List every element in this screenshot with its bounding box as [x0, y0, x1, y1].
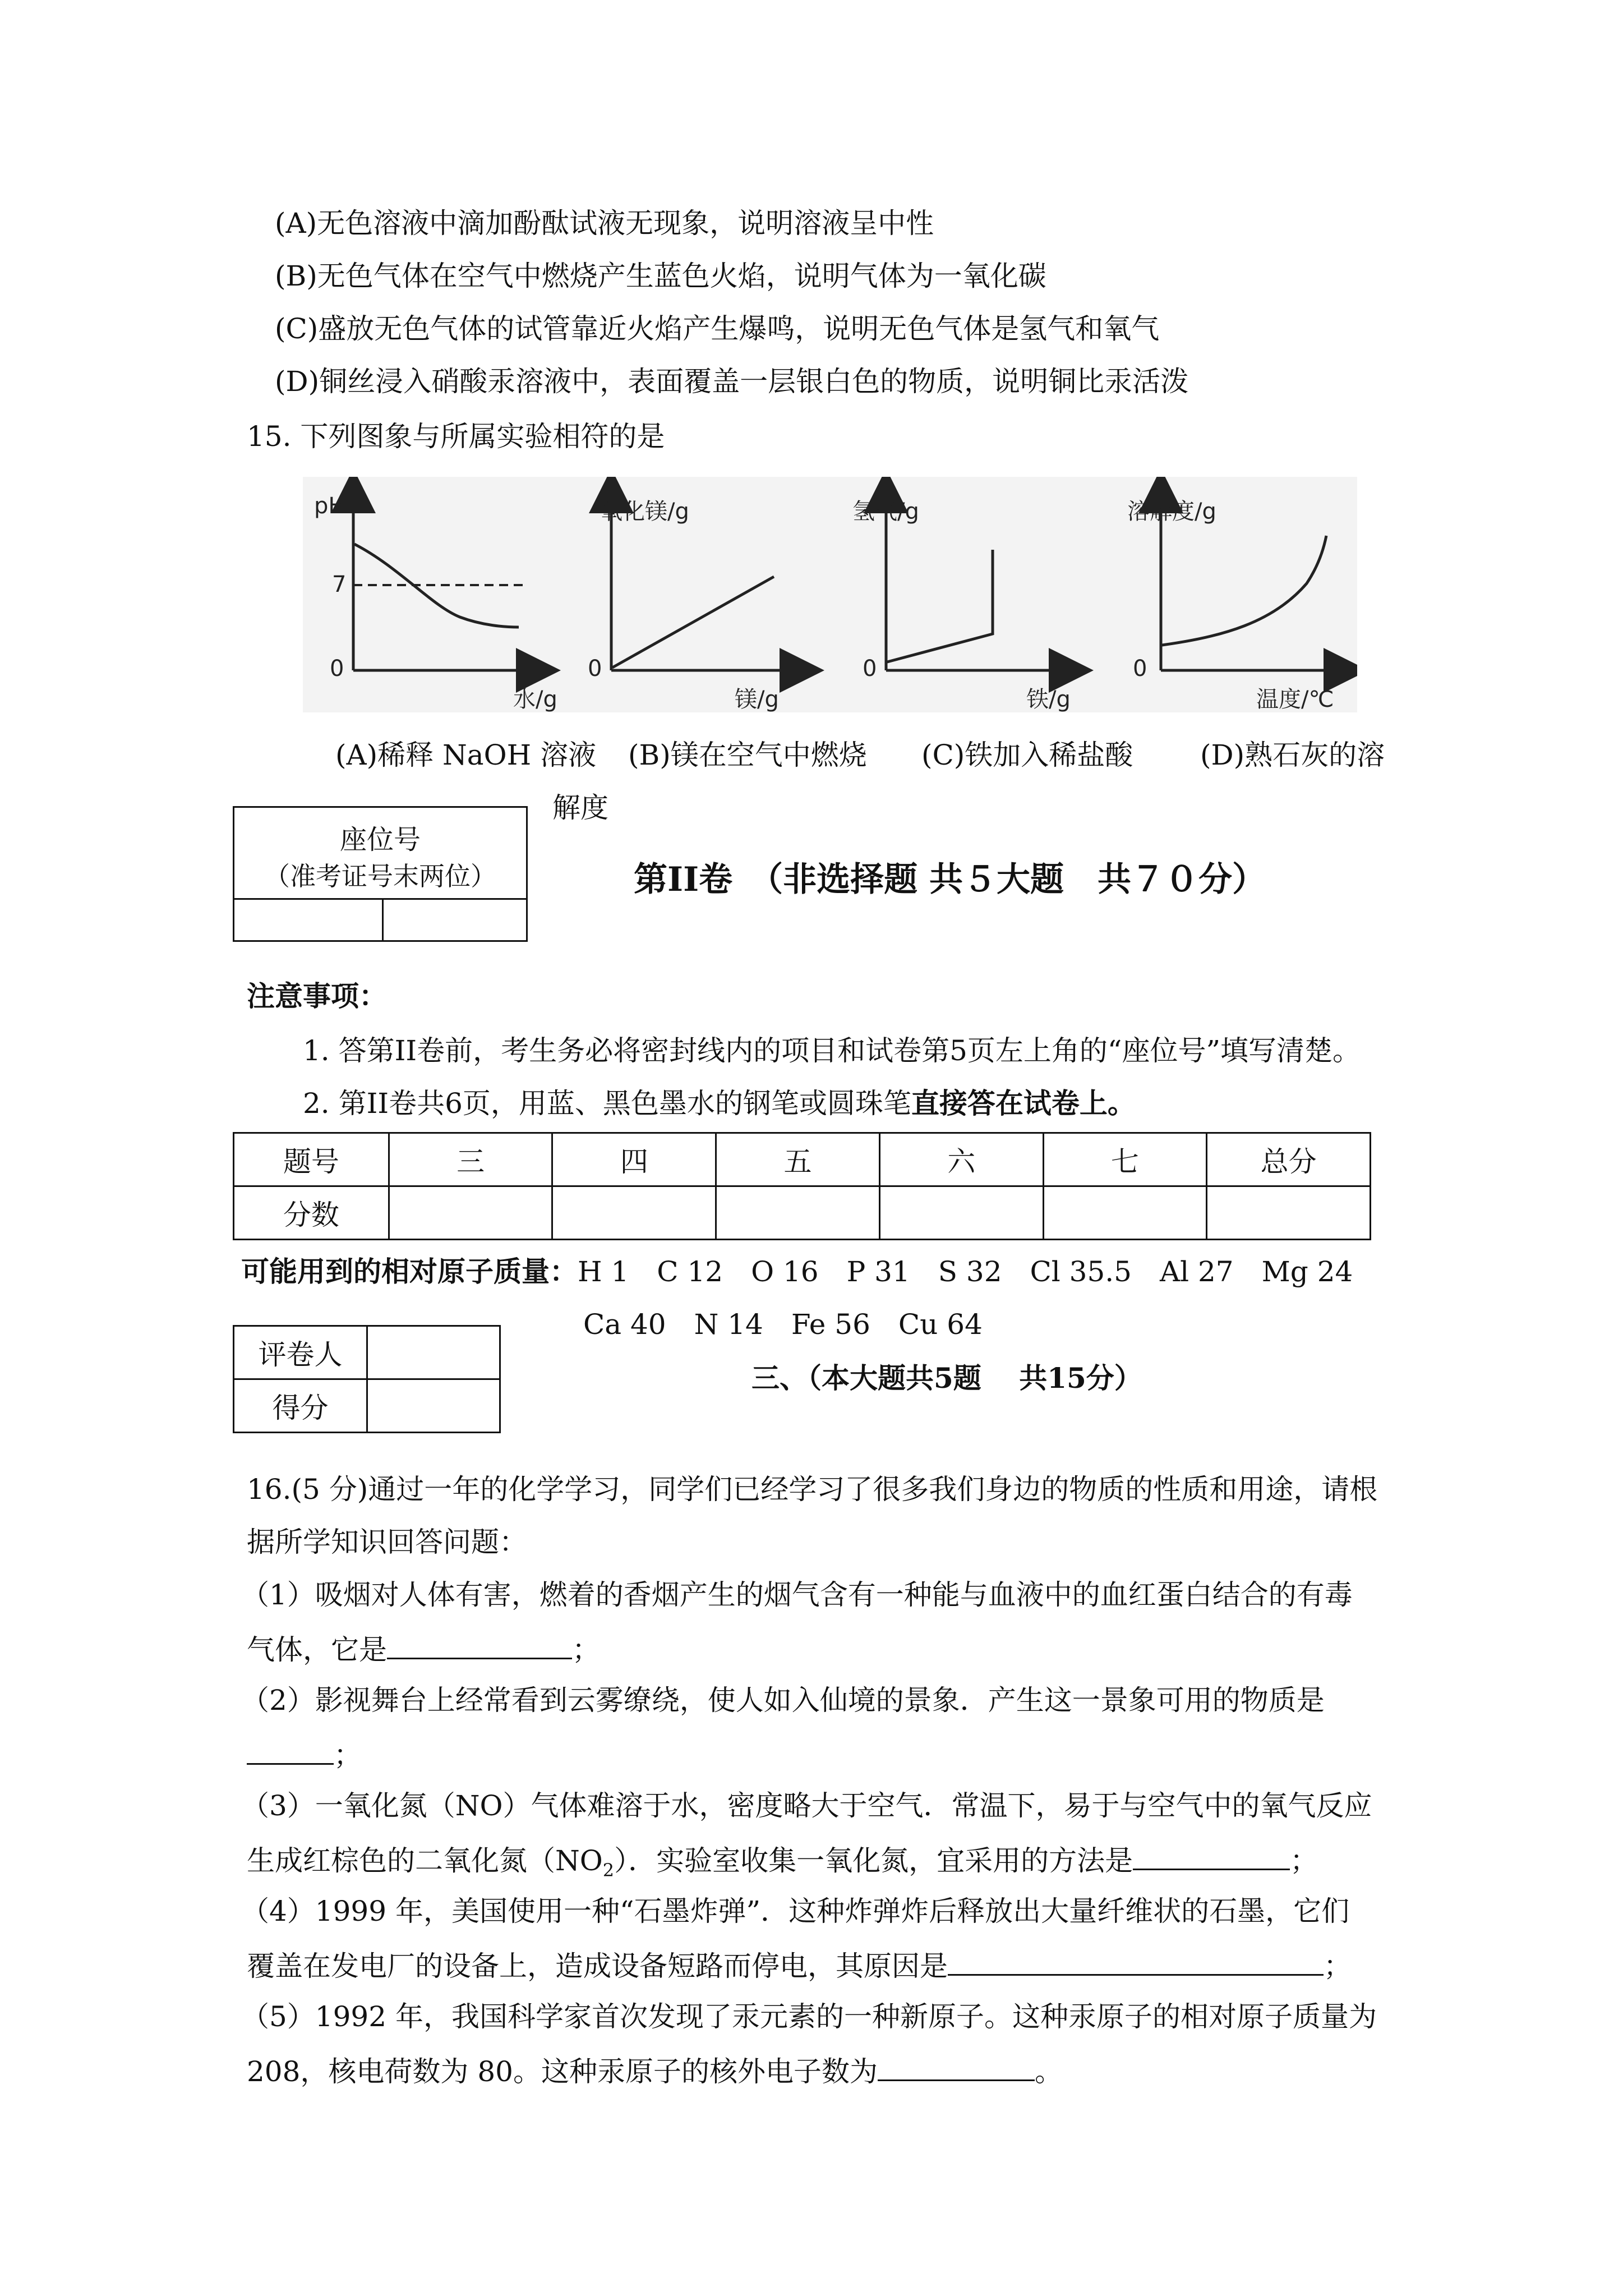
- graph-d: [1127, 491, 1346, 712]
- score-header-cell: 题号: [234, 1133, 389, 1186]
- notes-heading: 注意事项：: [247, 979, 387, 1013]
- graph-b-origin: 0: [588, 656, 602, 682]
- caption-c: (C)铁加入稀盐酸: [921, 739, 1133, 771]
- score-table-row: [234, 1186, 1371, 1240]
- score-header-cell: 七: [1043, 1133, 1207, 1186]
- q16-p4-a: （4）1999 年，美国使用一种“石墨炸弹”．这种炸弹炸后释放出大量纤维状的石墨，它们: [241, 1895, 1350, 1927]
- graph-a-tick: 7: [332, 572, 347, 597]
- notes-item-2-bold: 直接答在试卷上。: [911, 1087, 1136, 1120]
- answer-blank-1[interactable]: [387, 1631, 572, 1659]
- score-cell[interactable]: [716, 1186, 880, 1240]
- grader-score-label: 得分: [234, 1379, 367, 1433]
- graph-d-ylabel: 溶解度/g: [1127, 499, 1216, 524]
- graph-a-curve: [354, 544, 519, 627]
- q16-p5-a: （5）1992 年，我国科学家首次发现了汞元素的一种新原子。这种汞原子的相对原子质量为: [241, 2000, 1377, 2033]
- atomic-mass-line-1: H 1 C 12 O 16 P 31 S 32 Cl 35.5 Al 27 Mg 24: [578, 1255, 1353, 1288]
- grader-score-value[interactable]: [367, 1379, 500, 1433]
- q16-p3-b-end: ；: [1290, 1844, 1318, 1877]
- score-table-header-row: [234, 1133, 1371, 1186]
- graph-c-ylabel: 氢气/g: [852, 499, 919, 524]
- grader-box: [233, 1325, 501, 1433]
- graph-d-curve: [1162, 536, 1326, 645]
- score-cell[interactable]: [552, 1186, 716, 1240]
- graph-b-xlabel: 镁/g: [735, 687, 779, 712]
- score-cell[interactable]: [879, 1186, 1043, 1240]
- notes-item-1: 1. 答第II卷前，考生务必将密封线内的项目和试卷第5页左上角的“座位号”填写清楚。: [303, 1034, 1361, 1067]
- answer-blank-4[interactable]: [948, 1947, 1324, 1976]
- q16-p5-b-text: 208，核电荷数为 80。这种汞原子的核外电子数为: [247, 2055, 878, 2088]
- graph-c-curve: [887, 550, 993, 662]
- q16-p3-b-text-2: ）．实验室收集一氧化氮，宜采用的方法是: [614, 1844, 1133, 1877]
- part2-title: 第II卷 （非选择题 共５大题 共７０分）: [634, 860, 1266, 899]
- graph-b: [588, 491, 802, 712]
- seat-number-label: 座位号: [339, 824, 421, 855]
- no2-subscript: 2: [602, 1860, 615, 1881]
- graph-a-xlabel: 水/g: [513, 687, 557, 712]
- score-header-cell: 五: [716, 1133, 880, 1186]
- graph-c-origin: 0: [863, 656, 877, 682]
- seat-digit-1[interactable]: [234, 900, 380, 940]
- q16-p1-a: （1）吸烟对人体有害，燃着的香烟产生的烟气含有一种能与血液中的血红蛋白结合的有毒: [241, 1579, 1353, 1611]
- q16-p2-a: （2）影视舞台上经常看到云雾缭绕，使人如入仙境的景象．产生这一景象可用的物质是: [241, 1684, 1325, 1717]
- answer-blank-3[interactable]: [1133, 1842, 1290, 1870]
- q16-p4-b-text: 覆盖在发电厂的设备上，造成设备短路而停电，其原因是: [247, 1950, 948, 1982]
- grader-label: 评卷人: [234, 1326, 367, 1379]
- score-row: [234, 1379, 500, 1433]
- atomic-mass-line-2: Ca 40 N 14 Fe 56 Cu 64: [583, 1308, 983, 1341]
- q16-p4-b: [247, 1947, 1352, 1983]
- section-3-title: 三、（本大题共5题 共15分）: [751, 1361, 1142, 1395]
- notes-item-2-text: 2. 第II卷共6页，用蓝、黑色墨水的钢笔或圆珠笔: [303, 1087, 911, 1120]
- score-header-cell: 总分: [1207, 1133, 1371, 1186]
- q16-p3-a: （3）一氧化氮（NO）气体难溶于水，密度略大于空气．常温下，易于与空气中的氧气反应: [241, 1789, 1372, 1822]
- grader-value[interactable]: [367, 1326, 500, 1379]
- q16-p5-b: [247, 2053, 1063, 2088]
- score-header-cell: 四: [552, 1133, 716, 1186]
- score-header-cell: 六: [879, 1133, 1043, 1186]
- graph-d-xlabel: 温度/℃: [1256, 687, 1334, 712]
- q16-intro-2: 据所学知识回答问题：: [247, 1526, 527, 1558]
- atomic-mass: [241, 1255, 1353, 1289]
- answer-blank-2[interactable]: [247, 1736, 334, 1765]
- q16-intro-1: 16.(5 分)通过一年的化学学习，同学们已经学习了很多我们身边的物质的性质和用途，请根: [247, 1473, 1378, 1506]
- seat-number-box: [233, 806, 528, 942]
- q16-p3-b-text: 生成红棕色的二氧化氮（NO: [247, 1844, 603, 1877]
- graph-c: [852, 491, 1071, 712]
- q16-p3-b: [247, 1842, 1318, 1887]
- score-row-label: 分数: [234, 1186, 389, 1240]
- score-header-cell: 三: [389, 1133, 552, 1186]
- grader-row: [234, 1326, 500, 1379]
- notes-item-2: [303, 1087, 1136, 1120]
- seat-number-sub: （准考证号末两位）: [264, 861, 496, 891]
- option-b: (B)无色气体在空气中燃烧产生蓝色火焰，说明气体为一氧化碳: [275, 260, 1046, 292]
- seat-digit-2[interactable]: [384, 900, 526, 940]
- q16-p1-b-text: 气体，它是: [247, 1634, 387, 1666]
- q16-p5-b-end: 。: [1034, 2055, 1063, 2088]
- score-cell[interactable]: [389, 1186, 552, 1240]
- question-15: 15. 下列图象与所属实验相符的是: [247, 420, 665, 453]
- graph-b-ylabel: 氧化镁/g: [600, 499, 689, 524]
- score-cell[interactable]: [1043, 1186, 1207, 1240]
- graph-c-xlabel: 铁/g: [1026, 687, 1071, 712]
- q16-p1-b-end: ；: [572, 1634, 600, 1666]
- atomic-mass-label: 可能用到的相对原子质量：: [241, 1255, 578, 1288]
- graphs-svg: [303, 477, 1357, 712]
- graph-b-line: [612, 577, 774, 668]
- graph-d-origin: 0: [1133, 656, 1147, 682]
- caption-d: (D)熟石灰的溶: [1200, 739, 1385, 771]
- q16-p1-b: [247, 1631, 600, 1667]
- graph-a-ylabel: pH: [314, 493, 345, 519]
- graph-a-origin: 0: [330, 656, 344, 682]
- score-table: [233, 1132, 1371, 1240]
- option-a: (A)无色溶液中滴加酚酞试液无现象，说明溶液呈中性: [275, 207, 934, 240]
- option-d: (D)铜丝浸入硝酸汞溶液中，表面覆盖一层银白色的物质，说明铜比汞活泼: [275, 365, 1189, 398]
- q16-p4-b-end: ；: [1324, 1950, 1352, 1982]
- graph-strip: [303, 477, 1357, 712]
- option-c: (C)盛放无色气体的试管靠近火焰产生爆鸣，说明无色气体是氢气和氧气: [275, 312, 1160, 345]
- answer-blank-5[interactable]: [878, 2053, 1035, 2081]
- score-cell[interactable]: [1207, 1186, 1371, 1240]
- q16-p2-b: [247, 1736, 362, 1772]
- caption-d-wrap: 解度: [552, 792, 608, 824]
- caption-b: (B)镁在空气中燃烧: [628, 739, 867, 771]
- q16-p2-b-end: ；: [334, 1739, 362, 1772]
- caption-a: (A)稀释 NaOH 溶液: [335, 739, 597, 771]
- graph-a: [314, 491, 557, 712]
